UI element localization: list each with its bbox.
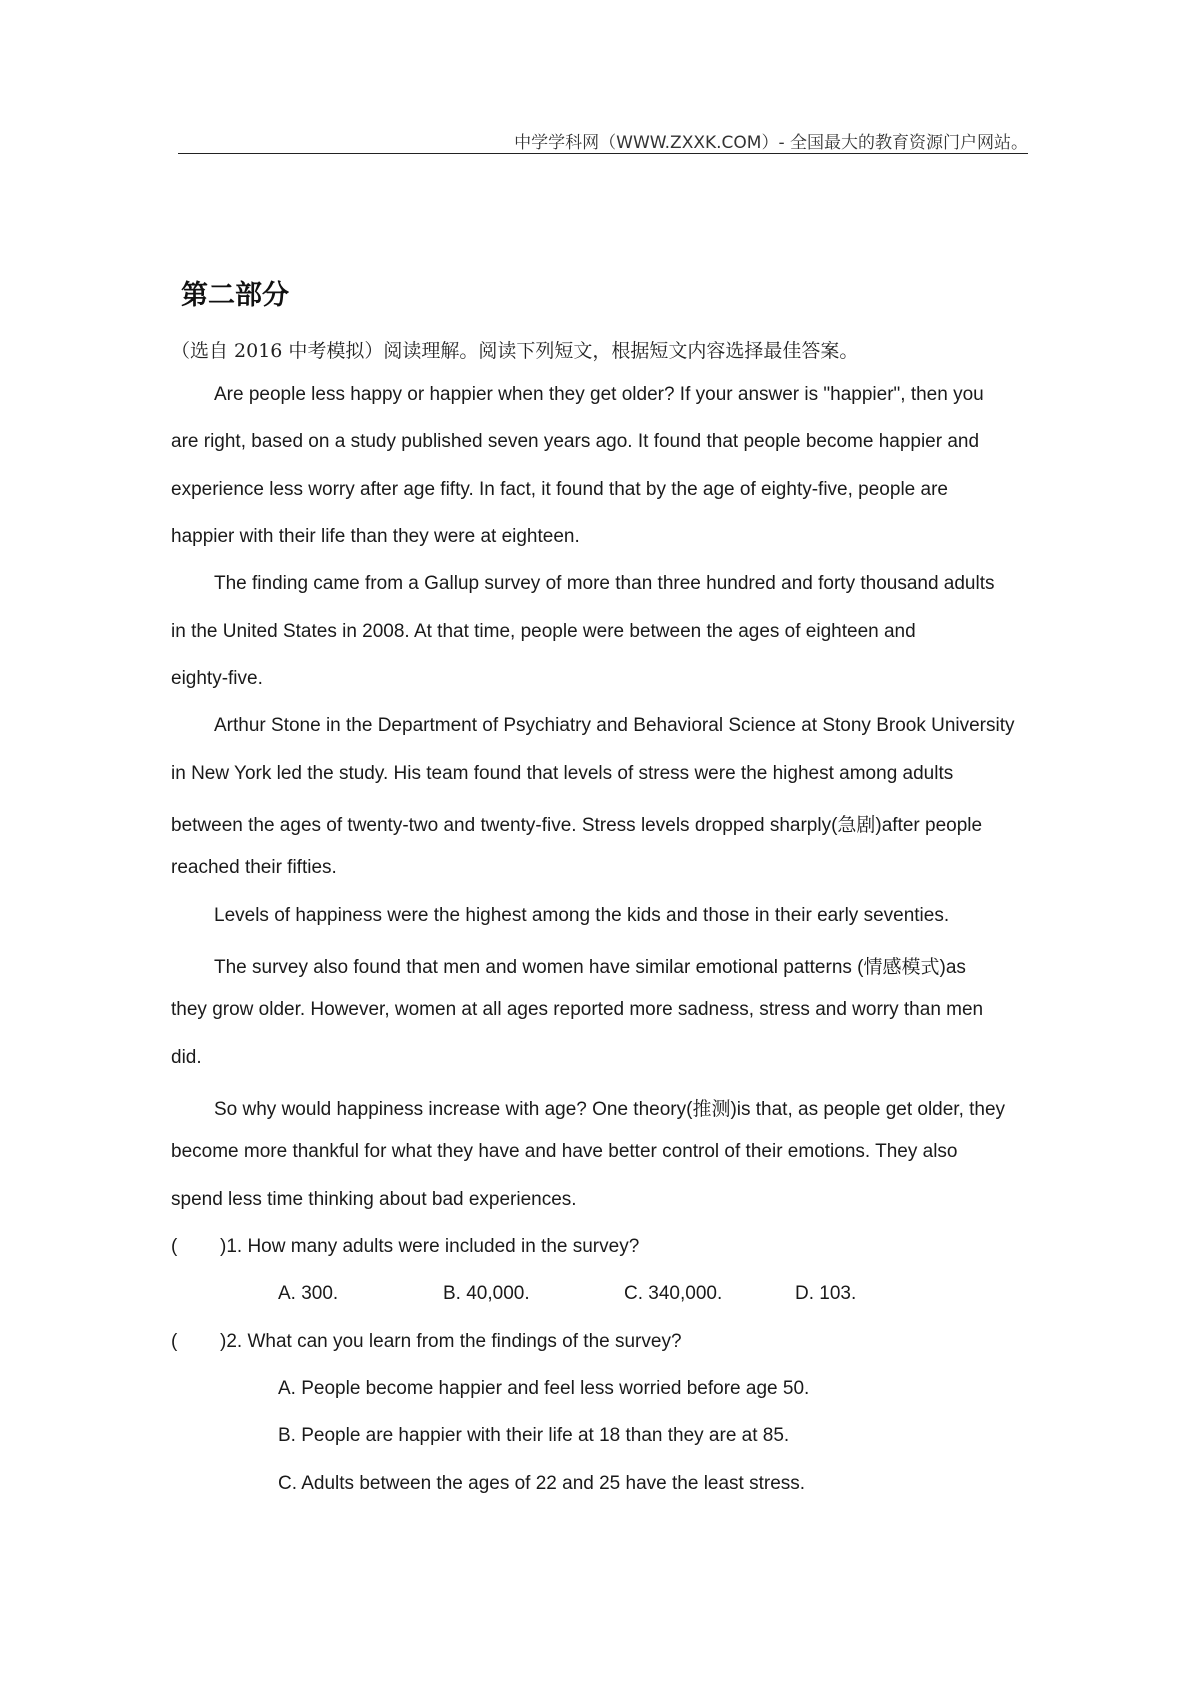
header-rule [178, 153, 1028, 154]
option-c: C. Adults between the ages of 22 and 25 have the least stress. [278, 1473, 806, 1494]
passage-line: experience less worry after age fifty. In fact, it found that by the age of eighty-five, people are [171, 479, 948, 500]
passage-line: reached their fifties. [171, 857, 337, 878]
header-site-text: 中学学科网（WWW.ZXXK.COM）- 全国最大的教育资源门户网站。 [514, 133, 1028, 153]
question-text: )2. What can you learn from the findings of the survey? [220, 1331, 682, 1352]
passage-line: Are people less happy or happier when they get older? If your answer is "happier", then you [214, 384, 984, 405]
option-a: A. 300. [278, 1283, 339, 1304]
option-c: C. 340,000. [624, 1283, 723, 1304]
option-a: A. People become happier and feel less worried before age 50. [278, 1378, 810, 1399]
passage-line: spend less time thinking about bad experiences. [171, 1189, 577, 1210]
section-title: 第二部分 [181, 280, 289, 311]
passage-line: between the ages of twenty-two and twenty-five. Stress levels dropped sharply(急剧)after people [171, 815, 983, 836]
passage-line: in the United States in 2008. At that time, people were between the ages of eighteen and [171, 621, 916, 642]
question-text: )1. How many adults were included in the survey? [220, 1236, 640, 1257]
answer-blank[interactable]: ( [171, 1331, 178, 1352]
passage-line: did. [171, 1047, 202, 1068]
option-b: B. 40,000. [443, 1283, 530, 1304]
answer-blank[interactable]: ( [171, 1236, 178, 1257]
passage-line: they grow older. However, women at all ages reported more sadness, stress and worry than men [171, 999, 984, 1020]
option-b: B. People are happier with their life at 18 than they are at 85. [278, 1425, 790, 1446]
passage-line: happier with their life than they were at eighteen. [171, 526, 580, 547]
passage-line: Arthur Stone in the Department of Psychiatry and Behavioral Science at Stony Brook University [214, 715, 1015, 736]
passage-line: in New York led the study. His team found that levels of stress were the highest among adults [171, 763, 954, 784]
passage-line: So why would happiness increase with age? One theory(推测)is that, as people get older, they [214, 1099, 1006, 1120]
passage-line: are right, based on a study published seven years ago. It found that people become happier and [171, 431, 980, 452]
section-instruction: （选自 2016 中考模拟）阅读理解。阅读下列短文，根据短文内容选择最佳答案。 [171, 340, 859, 362]
passage-line: eighty-five. [171, 668, 263, 689]
option-d: D. 103. [795, 1283, 857, 1304]
passage-line: become more thankful for what they have and have better control of their emotions. They also [171, 1141, 958, 1162]
passage-line: The survey also found that men and women have similar emotional patterns (情感模式)as [214, 957, 966, 978]
passage-line: The finding came from a Gallup survey of more than three hundred and forty thousand adults [214, 573, 995, 594]
passage-line: Levels of happiness were the highest among the kids and those in their early seventies. [214, 905, 950, 926]
